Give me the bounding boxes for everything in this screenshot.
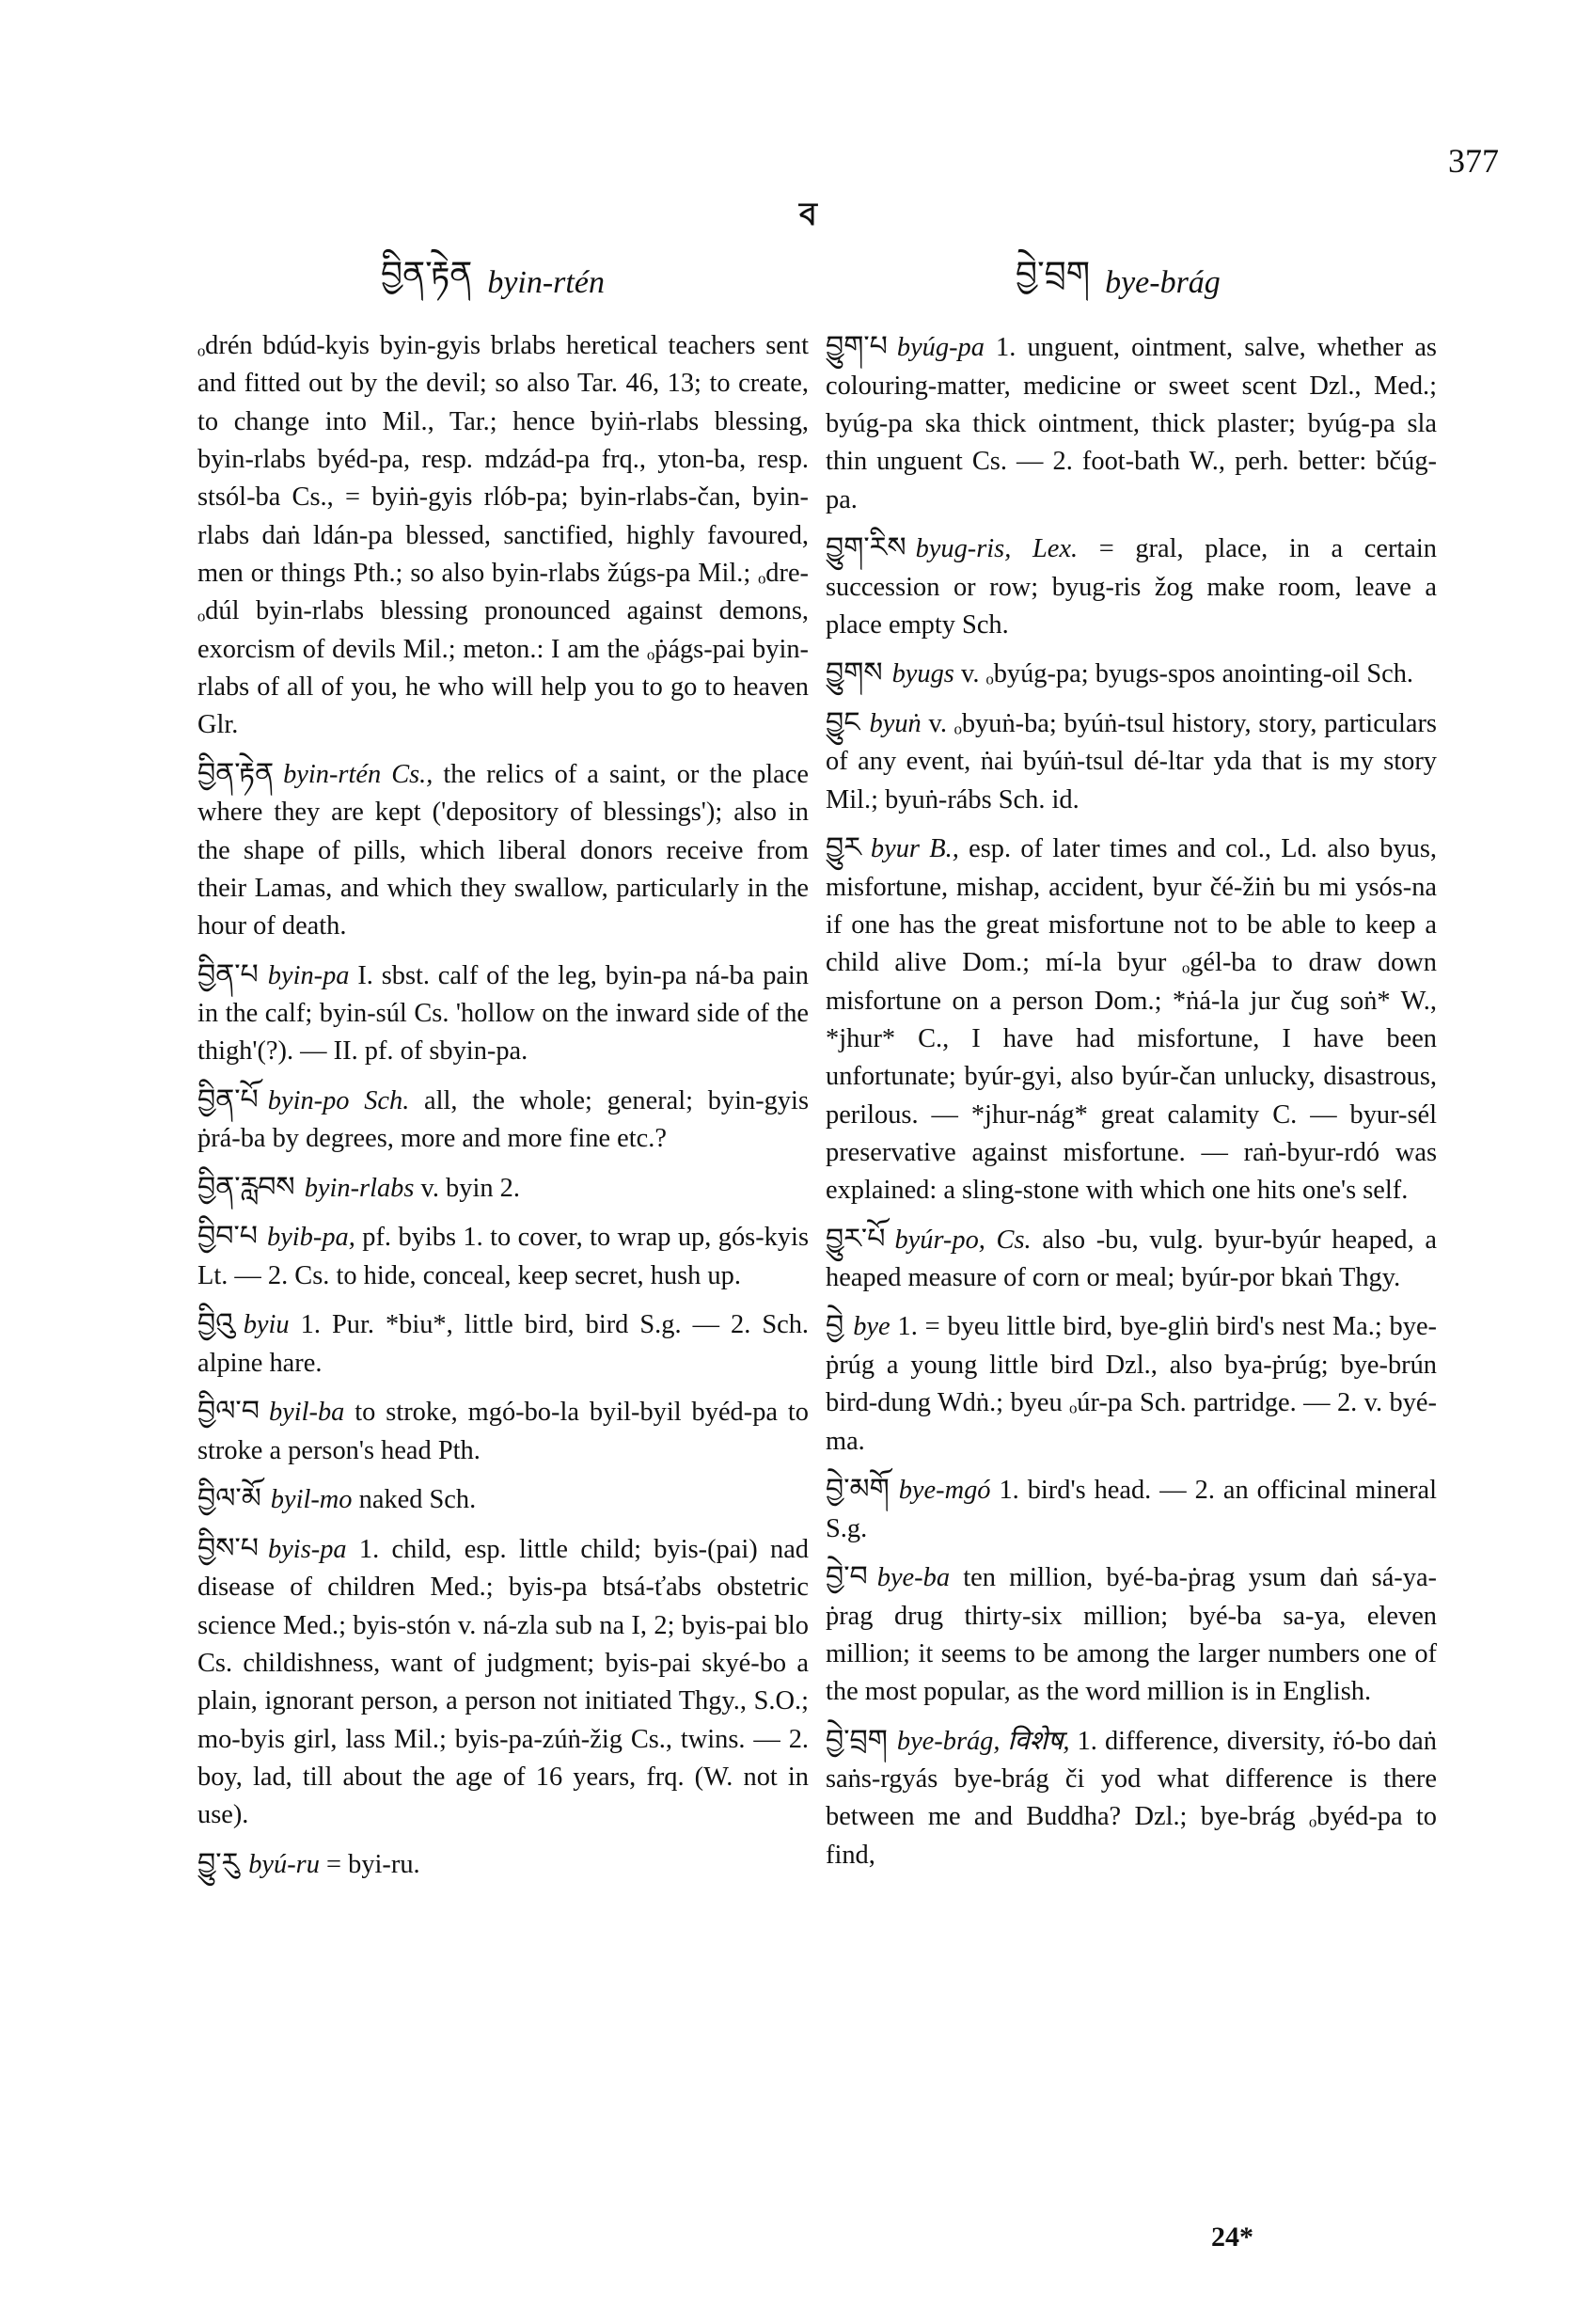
dictionary-entry bbox=[197, 1168, 809, 1209]
entry-headword: བྱིའུ bbox=[197, 1307, 234, 1341]
dictionary-entry bbox=[197, 1304, 809, 1383]
entry-headword: བྱུག་རིས bbox=[826, 530, 906, 564]
dictionary-entry bbox=[826, 529, 1437, 644]
dictionary-entry bbox=[826, 1220, 1437, 1298]
entry-lemma: bye bbox=[853, 1312, 890, 1342]
page-number: 377 bbox=[1448, 142, 1499, 180]
entry-definition: 1. = byeu little bird, bye-gliṅ bird's nest Ma.; bye-ṗrúg a young little bird Dzl., also bya-ṗrúg; bye-brún bird-dung Wdṅ.; byeu ₒúr-pa Sch. partridge. — 2. v. byé-ma. bbox=[826, 1312, 1437, 1456]
entry-definition: = byi-ru. bbox=[326, 1849, 420, 1879]
dictionary-entry bbox=[826, 1470, 1437, 1548]
entry-definition: v. ₒbyúg-pa; byugs-spos anointing-oil Sch. bbox=[960, 659, 1414, 689]
dictionary-entry bbox=[197, 1479, 809, 1520]
entry-headword: བྱིན་པོ bbox=[197, 1083, 259, 1116]
entry-lemma: bye-ba bbox=[876, 1562, 951, 1592]
right-column bbox=[826, 327, 1437, 1884]
running-head-left bbox=[381, 235, 605, 331]
left-column bbox=[197, 327, 809, 1893]
dictionary-entry bbox=[826, 1721, 1437, 1875]
entry-headword: བྱེ་མགོ bbox=[826, 1473, 890, 1507]
entry-definition: v. byin 2. bbox=[420, 1173, 520, 1203]
running-head-left-tibetan: བྱིན་རྟེན bbox=[381, 255, 473, 293]
entry-headword: བྱུ་རུ bbox=[197, 1846, 240, 1880]
entry-headword: བྱུར bbox=[826, 831, 861, 864]
entry-lemma: byur B., bbox=[870, 834, 959, 863]
entry-headword: བྱིན་པ bbox=[197, 957, 259, 991]
entry-lemma: byugs bbox=[891, 659, 954, 689]
entry-definition: pf. byibs 1. to cover, to wrap up, gós-kyis Lt. — 2. Cs. to hide, conceal, keep secret, hush up. bbox=[197, 1223, 809, 1290]
entry-lemma: byil-mo bbox=[270, 1485, 353, 1515]
entry-headword: བྱིལ་བ bbox=[197, 1395, 260, 1429]
entry-lemma: byin-rlabs bbox=[304, 1173, 415, 1203]
entry-lemma: bye-mgó bbox=[898, 1476, 991, 1506]
entry-definition: 1. unguent, ointment, salve, whether as colouring-matter, medicine or sweet scent Dzl., Med.; byúg-pa ska thick ointment, thick plaster; byúg-pa sla thin unguent Cs. — 2. foot-bath W., perh. better: bčúg-pa. bbox=[826, 333, 1437, 514]
entry-headword: བྱུང bbox=[826, 705, 860, 739]
running-head-right-tibetan: བྱེ་བྲག bbox=[1016, 255, 1091, 293]
entry-lemma: byúr-po, Cs. bbox=[894, 1225, 1032, 1255]
running-head-right-roman: bye-brág bbox=[1105, 265, 1221, 300]
entry-lemma: byin-po Sch. bbox=[267, 1085, 410, 1115]
entry-headword: བྱིས་པ bbox=[197, 1531, 260, 1565]
entry-definition: 1. bird's head. — 2. an officinal mineral S.g. bbox=[826, 1476, 1437, 1543]
dictionary-entry bbox=[826, 654, 1437, 694]
entry-lemma: byin-pa bbox=[267, 960, 350, 990]
entry-headword: བྱིབ་པ bbox=[197, 1220, 258, 1254]
entry-definition: to stroke, mgó-bo-la byil-byil byéd-pa to stroke a person's head Pth. bbox=[197, 1398, 809, 1465]
entry-lemma: byú-ru bbox=[248, 1849, 320, 1879]
dictionary-entry bbox=[826, 704, 1437, 819]
entry-headword: བྱིལ་མོ bbox=[197, 1482, 261, 1516]
dictionary-entry bbox=[197, 1392, 809, 1470]
entry-definition: also -bu, vulg. byur-byúr heaped, a heaped measure of corn or meal; byúr-por bkaṅ Thgy. bbox=[826, 1225, 1437, 1293]
running-head-right bbox=[1016, 235, 1221, 331]
entry-lemma: byuṅ bbox=[869, 708, 922, 738]
entry-definition: 1. Pur. *biu*, little bird, bird S.g. — 2. Sch. alpine hare. bbox=[197, 1310, 809, 1378]
signature-mark: 24* bbox=[1211, 2221, 1253, 2253]
dictionary-entry bbox=[197, 1217, 809, 1295]
dictionary-entry bbox=[197, 754, 809, 946]
dictionary-entry bbox=[826, 327, 1437, 519]
dictionary-entry bbox=[826, 829, 1437, 1210]
dictionary-entry bbox=[197, 1844, 809, 1885]
entry-lemma: byib-pa, bbox=[267, 1223, 355, 1253]
entry-lemma: byiu bbox=[243, 1310, 290, 1340]
dictionary-entry bbox=[197, 956, 809, 1071]
entry-lemma: byúg-pa bbox=[896, 333, 985, 362]
entry-headword: བྱུགས bbox=[826, 656, 883, 690]
dictionary-entry bbox=[197, 1529, 809, 1835]
entry-headword: བྱེ་བ bbox=[826, 1559, 868, 1593]
entry-definition: esp. of later times and col., Ld. also byus, misfortune, mishap, accident, byur čé-žiṅ bu mi ysós-na if one has the great misfortune not to be able to keep a child alive Dom.; mí-la byur ₒgél-ba to draw down misfortune on a person Dom.; *ṅá-la jur čug soṅ* W., *jhur* C., I have had misfortune, I have been unfortunate; byúr-gyi, also byúr-čan unlucky, disastrous, perilous. — *jhur-nág* great calamity C. — byur-sél preservative against misfortune. — raṅ-byur-rdó was explained: a sling-stone with which one hits one's self. bbox=[826, 834, 1437, 1206]
entry-lemma: byin-rtén Cs., bbox=[283, 759, 433, 789]
dictionary-entry bbox=[826, 1306, 1437, 1461]
entry-lemma: byil-ba bbox=[268, 1398, 345, 1428]
entry-definition: all, the whole; general; byin-gyis ṗrá-ba by degrees, more and more fine etc.? bbox=[197, 1085, 809, 1154]
entry-headword: བྱུག་པ bbox=[826, 330, 888, 363]
entry-headword: བྱེ bbox=[826, 1309, 844, 1343]
entry-definition: I. sbst. calf of the leg, byin-pa ná-ba pain in the calf; byin-súl Cs. 'hollow on the inward side of the thigh'(?). — II. pf. of sbyin-pa. bbox=[197, 960, 809, 1067]
entry-headword: བྱེ་བྲག bbox=[826, 1723, 888, 1757]
entry-definition: 1. difference, diversity, ṙó-bo daṅ saṅs-rgyás bye-brág či yod what difference is there between me and Buddha? Dzl.; bye-brág ₒbyéd-pa to find, bbox=[826, 1726, 1437, 1870]
entry-continuation: ₒdrén bdúd-kyis byin-gyis brlabs heretical teachers sent and fitted out by the devil; so also Tar. 46, 13; to create, to change into Mil., Tar.; hence byiṅ-rlabs blessing, byin-rlabs byéd-pa, resp. mdzád-pa frq., yton-ba, resp. stsól-ba Cs., = byiṅ-gyis rlób-pa; byin-rlabs-čan, byin-rlabs daṅ ldán-pa blessed, sanctified, highly favoured, men or things Pth.; so also byin-rlabs žúgs-pa Mil.; ₒdre-ₒdúl byin-rlabs blessing pronounced against demons, exorcism of devils Mil.; meton.: I am the ₒṗágs-pai byin-rlabs of all of you, he who will help you to go to heaven Glr. bbox=[197, 331, 809, 740]
dictionary-entry bbox=[197, 1081, 809, 1159]
entry-definition: 1. child, esp. little child; byis-(pai) nad disease of children Med.; byis-pa btsá-ťabs obstetric science Med.; byis-stón v. ná-zla sub na I, 2; byis-pai blo Cs. childishness, want of judgment; byis-pai skyé-bo a plain, ignorant person, a person not initiated Thgy., S.O.; mo-byis girl, lass Mil.; byis-pa-zúṅ-žig Cs., twins. — 2. boy, lad, till about the age of 16 years, frq. (W. not in use). bbox=[197, 1534, 809, 1830]
entry-definition: the relics of a saint, or the place where they are kept ('depository of blessings'); also in the shape of pills, which liberal donors receive from their Lamas, and which they swallow, particularly in the hour of death. bbox=[197, 759, 809, 941]
running-head-left-roman: byin-rtén bbox=[487, 265, 605, 300]
section-letter: ব bbox=[799, 198, 817, 232]
entry-headword: བྱུར་པོ bbox=[826, 1222, 886, 1256]
entry-definition: = gral, place, in a certain succession or row; byug-ris žog make room, leave a place empty Sch. bbox=[826, 533, 1437, 640]
entry-definition: ten million, byé-ba-ṗrag ysum daṅ sá-ya-ṗrag drug thirty-six million; byé-ba sa-ya, eleven million; it seems to be among the larger numbers one of the most popular, as the word million is in English. bbox=[826, 1562, 1437, 1707]
entry-headword: བྱིན་རྟེན bbox=[197, 756, 275, 790]
entry-definition: v. ₒbyuṅ-ba; byúṅ-tsul history, story, particulars of any event, ṅai byúṅ-tsul dé-ltar yda that is my story Mil.; byuṅ-rábs Sch. id. bbox=[826, 708, 1437, 814]
entry-lemma: bye-brág, विशेष, bbox=[896, 1726, 1070, 1756]
dictionary-entry bbox=[826, 1557, 1437, 1712]
entry-lemma: byis-pa bbox=[268, 1534, 347, 1564]
entry-definition: naked Sch. bbox=[358, 1485, 477, 1515]
entry-lemma: byug-ris, Lex. bbox=[915, 533, 1079, 563]
entry-headword: བྱིན་རླབས bbox=[197, 1170, 295, 1204]
